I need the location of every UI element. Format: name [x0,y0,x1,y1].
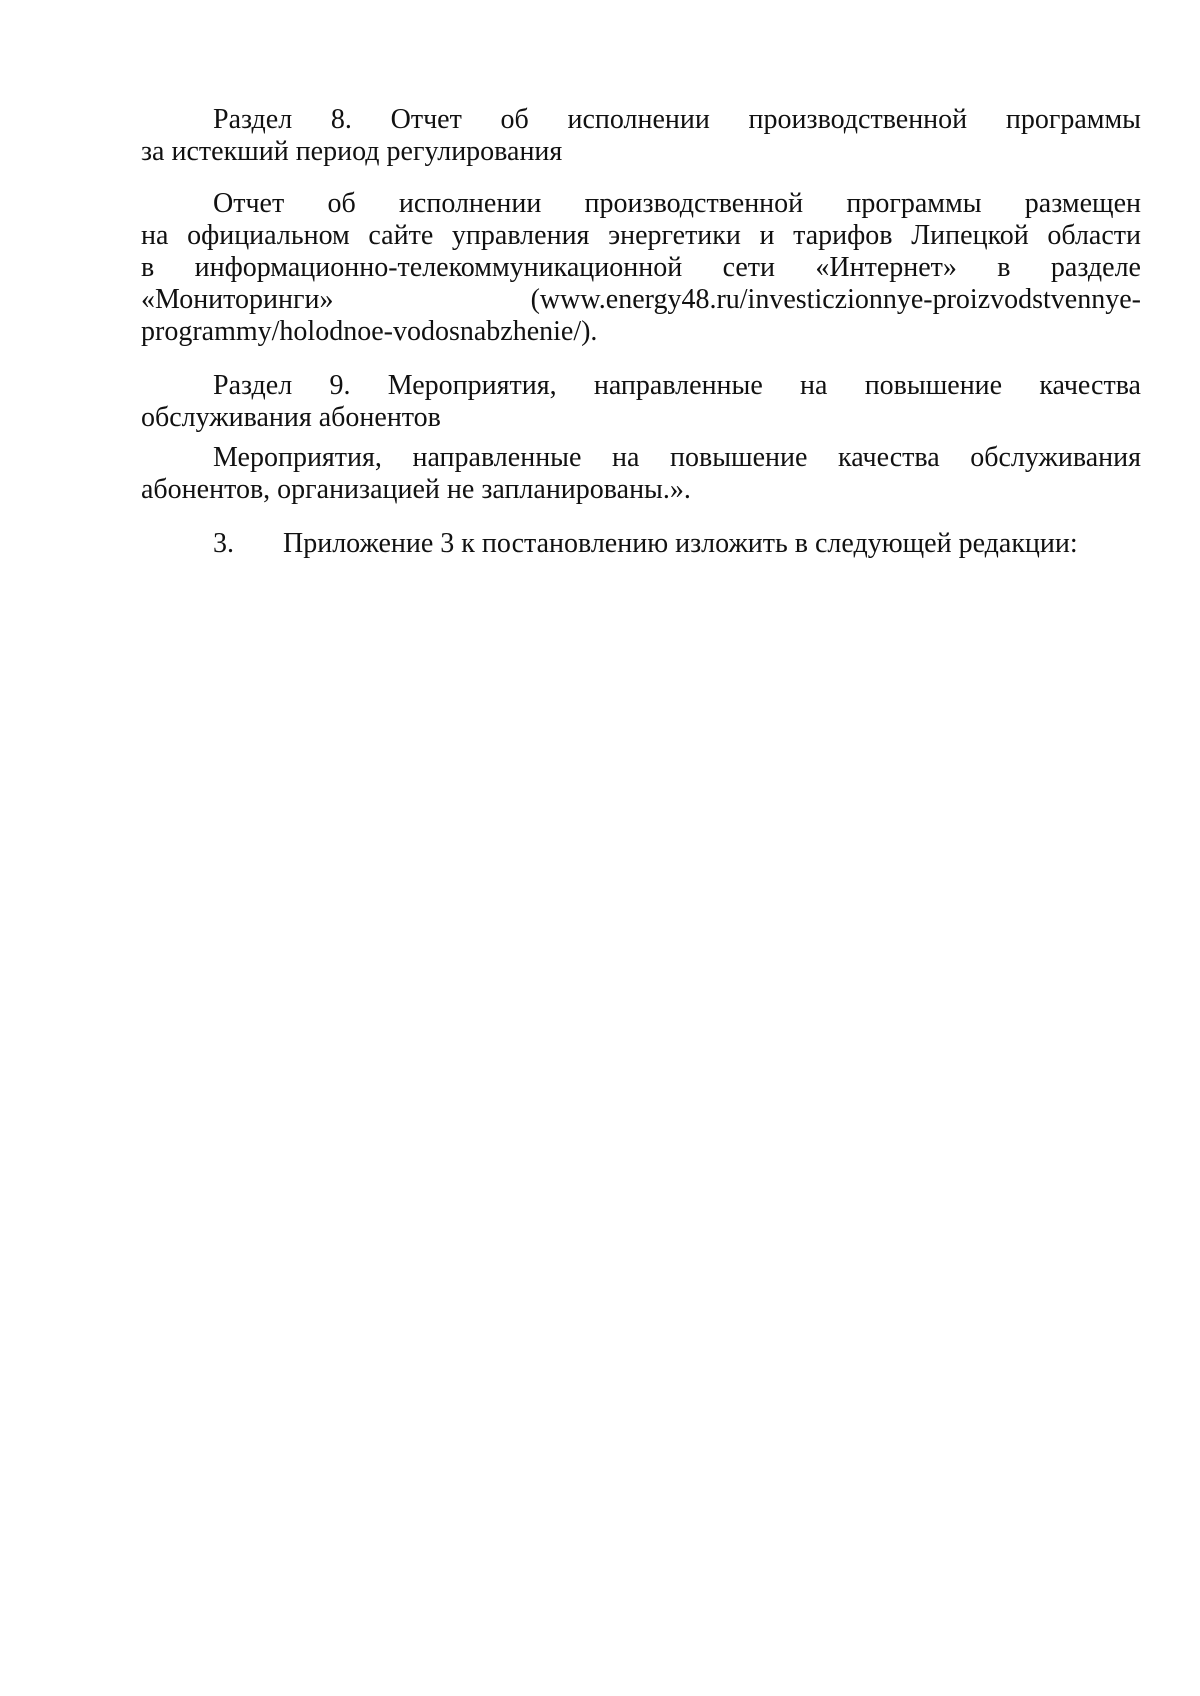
section-9-text-line2: абонентов, организацией не запланированы.». [141,474,691,505]
section-9-text-line1: Мероприятия, направленные на повышение качества обслуживания [213,442,1141,473]
monitoring-url-part1: (www.energy48.ru/investiczionnye-proizvodstvennye- [530,284,1141,315]
section-8-text-line4 [69,284,1141,316]
monitoring-url-part2: programmy/holodnoe-vodosnabzhenie/). [141,316,598,347]
section-8-text-line2: на официальном сайте управления энергетики и тарифов Липецкой области [141,220,1141,251]
section-9-heading-line1: Раздел 9. Мероприятия, направленные на повышение качества [213,370,1141,401]
item-3-text: Приложение 3 к постановлению изложить в следующей редакции: [283,528,1078,559]
section-8-text-line1: Отчет об исполнении производственной программы размещен [213,188,1141,219]
item-3-number: 3. [213,528,234,559]
item-3 [141,528,1141,560]
section-8-text-line3: в информационно-телекоммуникационной сети «Интернет» в разделе [141,252,1141,283]
section-8-text [141,188,1141,348]
section-8-heading [141,104,1141,168]
monitoring-section-name: «Мониторинги» [141,284,334,315]
section-8-heading-line1: Раздел 8. Отчет об исполнении производственной программы [213,104,1141,135]
section-9-heading-line2: обслуживания абонентов [141,402,441,433]
section-9-text [141,442,1141,506]
section-8-heading-line2: за истекший период регулирования [141,136,563,167]
section-9-heading [141,370,1141,434]
document-body [141,104,1141,560]
